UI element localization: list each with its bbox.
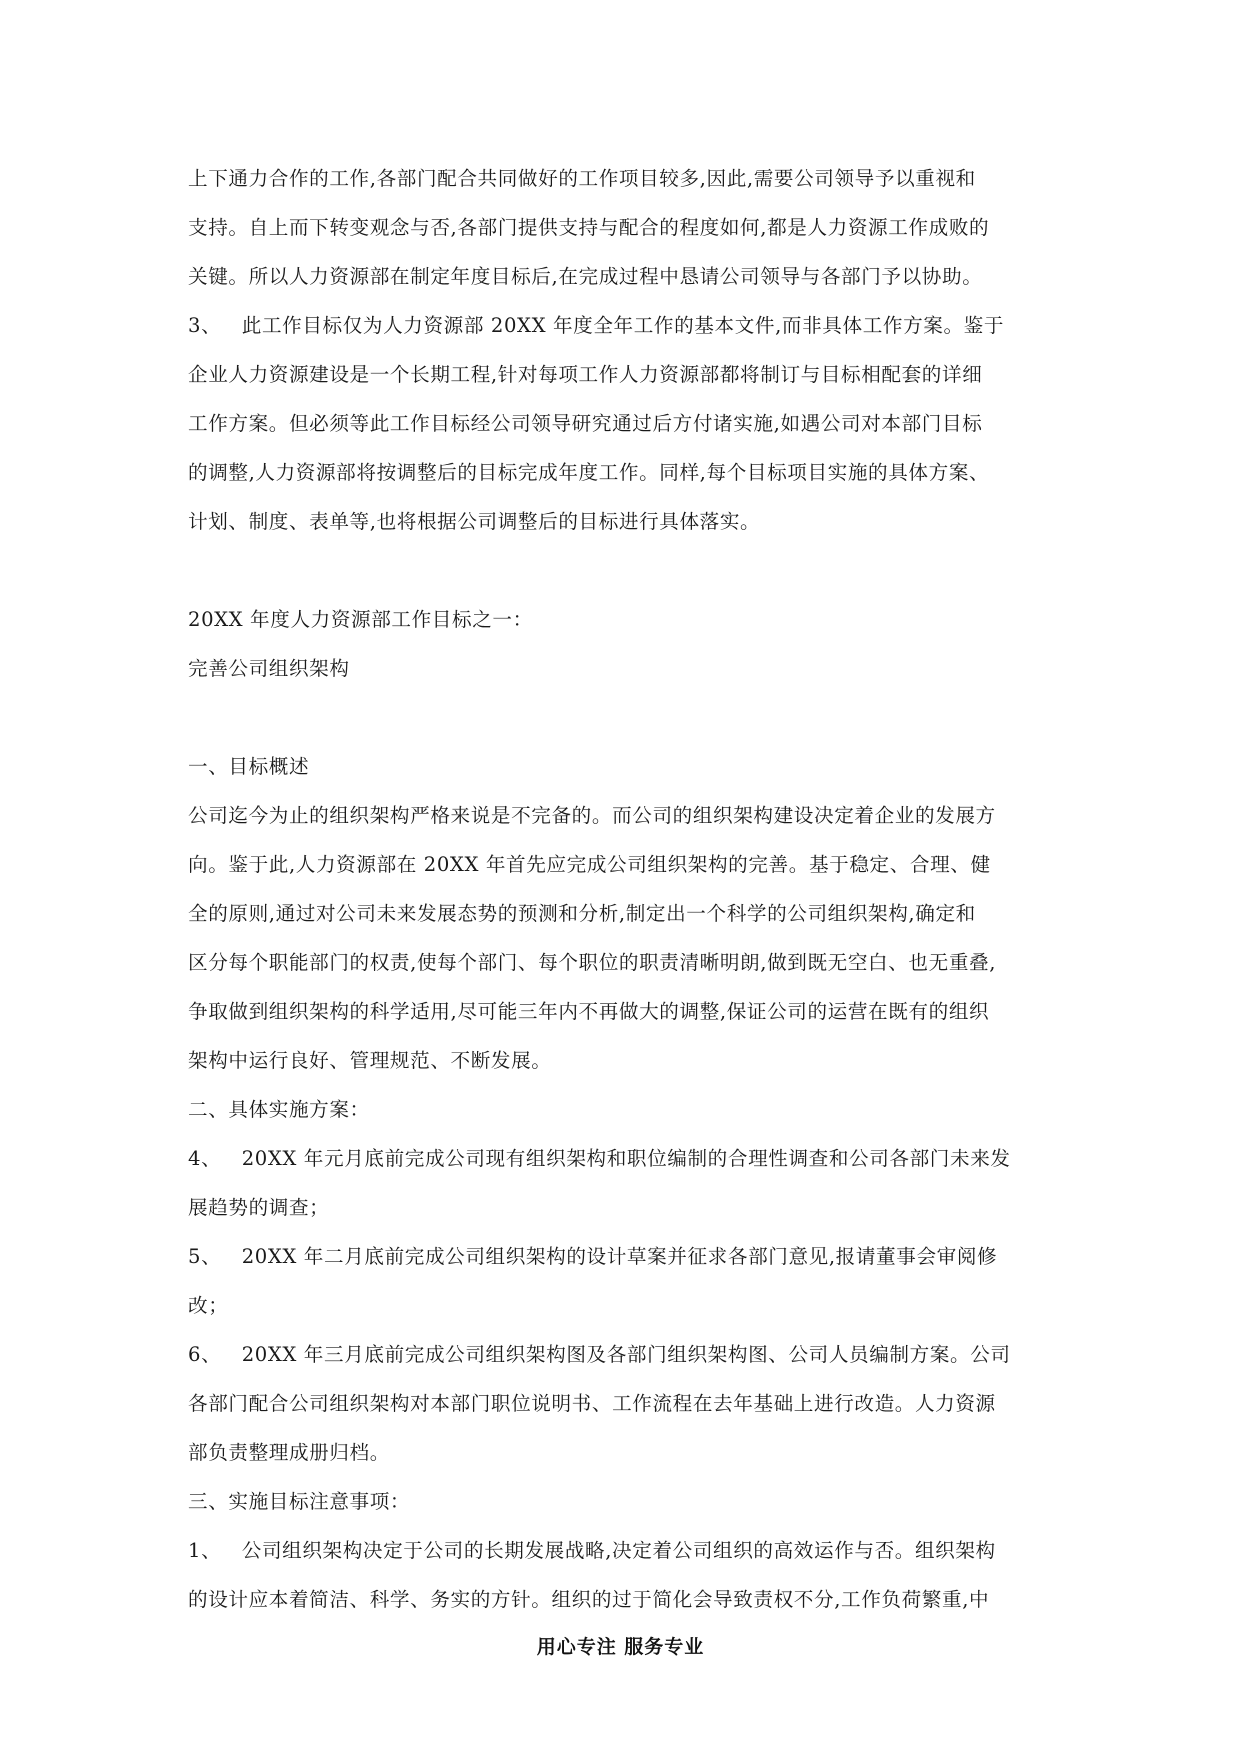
heading-plan: 二、具体实施方案： bbox=[188, 1098, 370, 1121]
plan-line: 5、 20XX 年二月底前完成公司组织架构的设计草案并征求各部门意见,报请董事会审阅修 bbox=[188, 1245, 998, 1268]
plan-line: 展趋势的调查； bbox=[188, 1196, 330, 1219]
overview-line: 全的原则,通过对公司未来发展态势的预测和分析,制定出一个科学的公司组织架构,确定和 bbox=[188, 902, 976, 925]
heading-overview: 一、目标概述 bbox=[188, 755, 310, 778]
paragraph-line: 上下通力合作的工作,各部门配合共同做好的工作项目较多,因此,需要公司领导予以重视和 bbox=[188, 167, 976, 190]
notes-line: 1、 公司组织架构决定于公司的长期发展战略,决定着公司组织的高效运作与否。组织架构 bbox=[188, 1539, 996, 1562]
paragraph-line: 工作方案。但必须等此工作目标经公司领导研究通过后方付诸实施,如遇公司对本部门目标 bbox=[188, 412, 983, 435]
plan-line: 各部门配合公司组织架构对本部门职位说明书、工作流程在去年基础上进行改造。人力资源 bbox=[188, 1392, 996, 1415]
paragraph-line: 企业人力资源建设是一个长期工程,针对每项工作人力资源部都将制订与目标相配套的详细 bbox=[188, 363, 983, 386]
paragraph-line: 的调整,人力资源部将按调整后的目标完成年度工作。同样,每个目标项目实施的具体方案、 bbox=[188, 461, 990, 484]
notes-line: 的设计应本着简洁、科学、务实的方针。组织的过于简化会导致责权不分,工作负荷繁重,中 bbox=[188, 1588, 990, 1611]
overview-line: 区分每个职能部门的权责,使每个部门、每个职位的职责清晰明朗,做到既无空白、也无重叠, bbox=[188, 951, 997, 974]
document-body bbox=[188, 154, 1068, 1624]
plan-line: 6、 20XX 年三月底前完成公司组织架构图及各部门组织架构图、公司人员编制方案。公司 bbox=[188, 1343, 1011, 1366]
heading-notes: 三、实施目标注意事项： bbox=[188, 1490, 411, 1513]
overview-line: 向。鉴于此,人力资源部在 20XX 年首先应完成公司组织架构的完善。基于稳定、合理、健 bbox=[188, 853, 991, 876]
overview-line: 争取做到组织架构的科学适用,尽可能三年内不再做大的调整,保证公司的运营在既有的组织 bbox=[188, 1000, 990, 1023]
spacer bbox=[188, 693, 1068, 742]
spacer bbox=[188, 546, 1068, 595]
overview-line: 架构中运行良好、管理规范、不断发展。 bbox=[188, 1049, 552, 1072]
footer-slogan: 用心专注 服务专业 bbox=[536, 1636, 705, 1658]
overview-line: 公司迄今为止的组织架构严格来说是不完备的。而公司的组织架构建设决定着企业的发展方 bbox=[188, 804, 996, 827]
plan-line: 改； bbox=[188, 1294, 229, 1317]
section-title: 20XX 年度人力资源部工作目标之一： bbox=[188, 608, 533, 631]
paragraph-line: 3、 此工作目标仅为人力资源部 20XX 年度全年工作的基本文件,而非具体工作方案。鉴于 bbox=[188, 314, 1005, 337]
paragraph-line: 计划、制度、表单等,也将根据公司调整后的目标进行具体落实。 bbox=[188, 510, 761, 533]
plan-line: 4、 20XX 年元月底前完成公司现有组织架构和职位编制的合理性调查和公司各部门未来发 bbox=[188, 1147, 1011, 1170]
plan-line: 部负责整理成册归档。 bbox=[188, 1441, 390, 1464]
section-subtitle: 完善公司组织架构 bbox=[188, 657, 350, 680]
paragraph-line: 支持。自上而下转变观念与否,各部门提供支持与配合的程度如何,都是人力资源工作成败的 bbox=[188, 216, 990, 239]
paragraph-line: 关键。所以人力资源部在制定年度目标后,在完成过程中恳请公司领导与各部门予以协助。 bbox=[188, 265, 983, 288]
